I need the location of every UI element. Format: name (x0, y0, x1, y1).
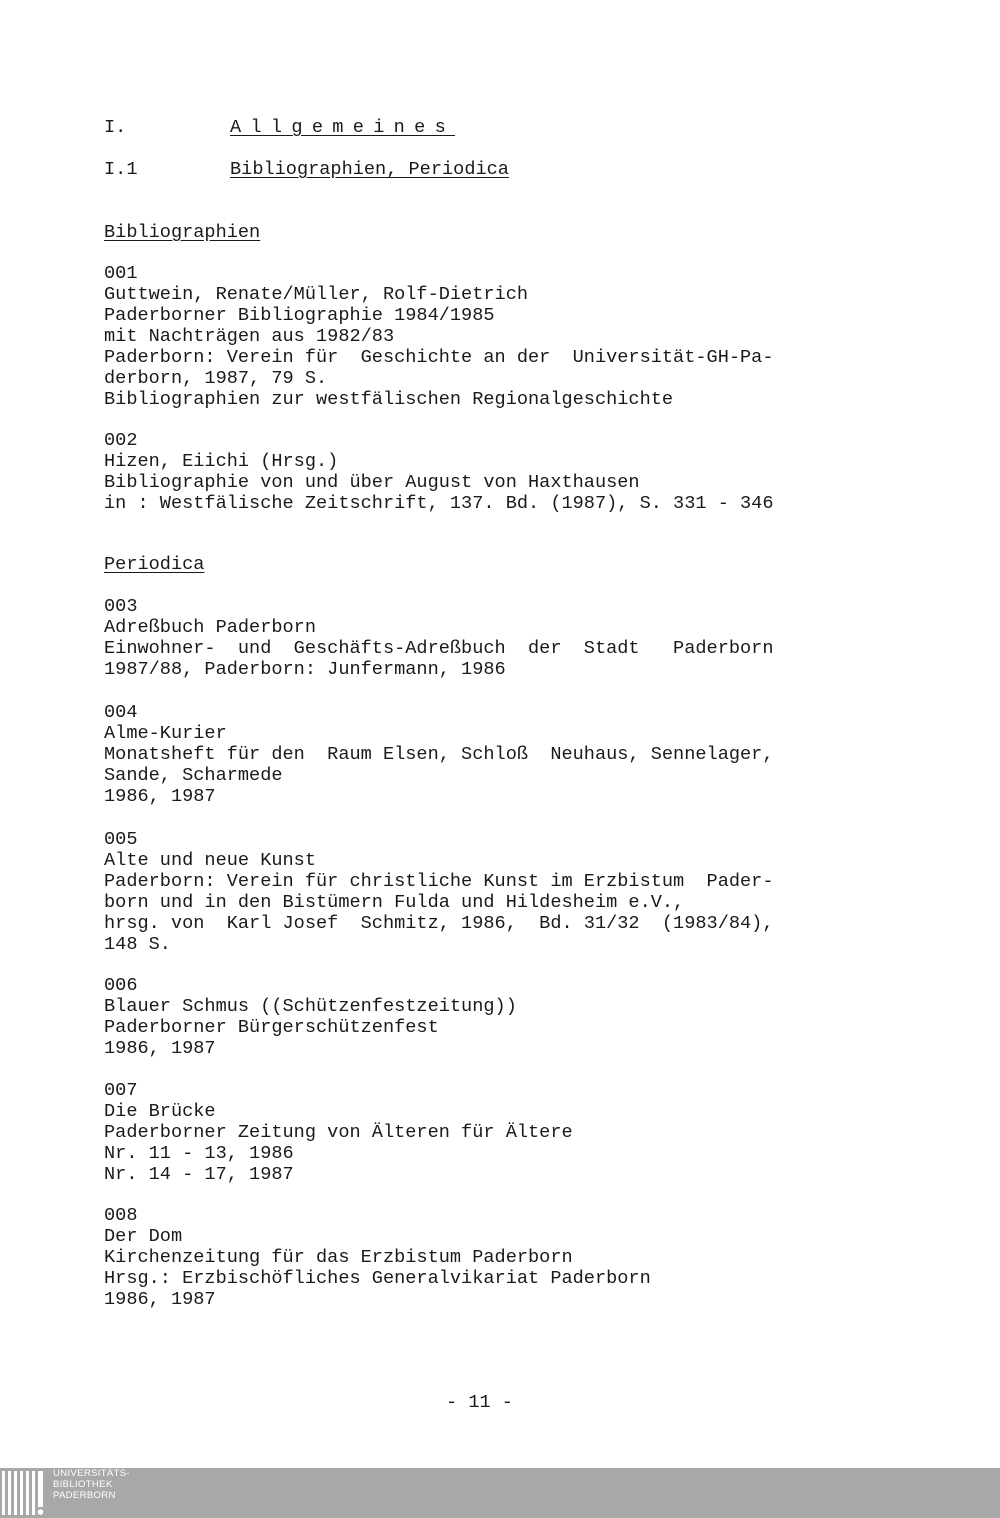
entry-line: 1986, 1987 (104, 786, 216, 807)
entry-line: Hrsg.: Erzbischöfliches Generalvikariat Paderborn (104, 1268, 651, 1289)
entry-line: 148 S. (104, 934, 171, 955)
entry-line: 1986, 1987 (104, 1038, 216, 1059)
entry-number: 002 (104, 430, 138, 451)
entry-line: Blauer Schmus ((Schützenfestzeitung)) (104, 996, 517, 1017)
entry-number: 004 (104, 702, 138, 723)
entry-line: Paderborner Zeitung von Älteren für Ältere (104, 1122, 573, 1143)
entry-line: derborn, 1987, 79 S. (104, 368, 328, 389)
entry-line: 1986, 1987 (104, 1289, 216, 1310)
entry-line: mit Nachträgen aus 1982/83 (104, 326, 395, 347)
chapter-number: I. (104, 117, 127, 138)
entry-line: Guttwein, Renate/Müller, Rolf-Dietrich (104, 284, 529, 305)
entry-line: Bibliographie von und über August von Haxthausen (104, 472, 640, 493)
entry-number: 006 (104, 975, 138, 996)
page-number: - 11 - (446, 1392, 513, 1413)
library-footer-bar (0, 1468, 1000, 1518)
entry-line: Paderborner Bürgerschützenfest (104, 1017, 439, 1038)
library-logo-icon (0, 1471, 48, 1515)
entry-line: Paderborner Bibliographie 1984/1985 (104, 305, 495, 326)
entry-line: 1987/88, Paderborn: Junfermann, 1986 (104, 659, 506, 680)
library-logo-text: UNIVERSITÄTS- BIBLIOTHEK PADERBORN (53, 1468, 130, 1501)
entry-line: Adreßbuch Paderborn (104, 617, 317, 638)
entry-line: Nr. 11 - 13, 1986 (104, 1143, 294, 1164)
section-heading: Bibliographien (104, 222, 261, 243)
section-heading: Periodica (104, 554, 205, 575)
entry-line: Hizen, Eiichi (Hrsg.) (104, 451, 339, 472)
entry-line: hrsg. von Karl Josef Schmitz, 1986, Bd. 31/32 (1983/84), (104, 913, 774, 934)
subchapter-number: I.1 (104, 159, 138, 180)
chapter-title: Allgemeines (230, 117, 456, 138)
entry-line: Paderborn: Verein für christliche Kunst im Erzbistum Pader- (104, 871, 774, 892)
entry-line: Kirchenzeitung für das Erzbistum Paderborn (104, 1247, 573, 1268)
entry-number: 007 (104, 1080, 138, 1101)
entry-number: 008 (104, 1205, 138, 1226)
entry-line: Paderborn: Verein für Geschichte an der Universität-GH-Pa- (104, 347, 774, 368)
subchapter-title: Bibliographien, Periodica (230, 159, 509, 180)
entry-number: 005 (104, 829, 138, 850)
entry-line: Einwohner- und Geschäfts-Adreßbuch der Stadt Paderborn (104, 638, 774, 659)
entry-line: Der Dom (104, 1226, 183, 1247)
entry-line: Die Brücke (104, 1101, 216, 1122)
entry-line: Sande, Scharmede (104, 765, 283, 786)
entry-line: Alte und neue Kunst (104, 850, 317, 871)
entry-line: Monatsheft für den Raum Elsen, Schloß Neuhaus, Sennelager, (104, 744, 774, 765)
entry-line: born und in den Bistümern Fulda und Hildesheim e.V., (104, 892, 685, 913)
entry-line: Nr. 14 - 17, 1987 (104, 1164, 294, 1185)
entry-line: in : Westfälische Zeitschrift, 137. Bd. (1987), S. 331 - 346 (104, 493, 774, 514)
entry-line: Alme-Kurier (104, 723, 227, 744)
entry-number: 003 (104, 596, 138, 617)
entry-number: 001 (104, 263, 138, 284)
entry-line: Bibliographien zur westfälischen Regionalgeschichte (104, 389, 674, 410)
